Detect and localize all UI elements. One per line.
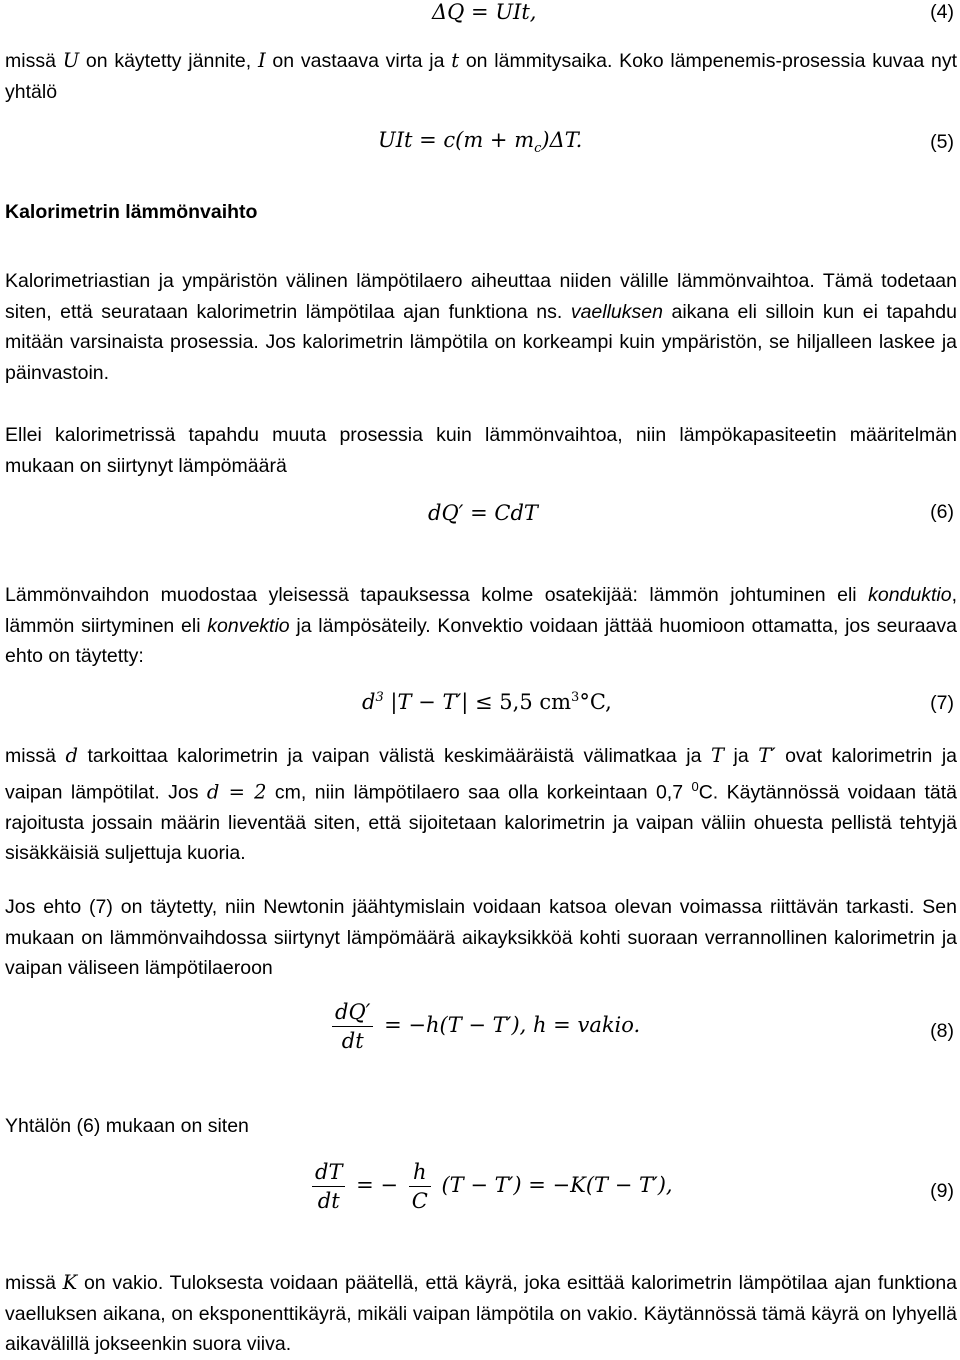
symbol-t: t — [451, 49, 460, 72]
symbol-d: d — [65, 744, 78, 767]
equation-9-rest: (T − T′) = −K(T − T′), — [441, 1173, 673, 1197]
numerator: h — [409, 1160, 431, 1187]
paragraph-6: Jos ehto (7) on täytetty, niin Newtonin jäähtymislain voidaan katsoa olevan voimassa riittävän tarkasti. Sen mukaan on lämmönvaihdossa siirtynyt lämpömäärä aikayksikköä kohti suoraan verrannollinen kalorimetrin ja vaipan väliseen lämpötilaeroon — [5, 896, 957, 979]
italic-term: vaelluksen — [570, 300, 663, 323]
text: on lämmitysaika. Koko lämpenemis-prosessia kuvaa nyt yhtälö — [5, 50, 958, 103]
denominator: dt — [317, 1189, 340, 1213]
paragraph-1 — [5, 46, 957, 107]
denominator: C — [411, 1189, 428, 1213]
value: 5,5 cm — [499, 690, 572, 714]
equation-9 — [308, 1160, 673, 1213]
exponent: 3 — [571, 690, 580, 705]
text: , lämmön siirtyminen eli — [5, 584, 957, 637]
numerator: dT — [312, 1160, 345, 1187]
symbol-d: d — [362, 690, 376, 714]
text: ja lämpösäteily. Konvektio voidaan jättää huomioon ottamatta, jos seuraava ehto on täytetty: — [5, 614, 957, 667]
text: ovat kalorimetrin ja vaipan lämpötilat. Jos — [5, 745, 957, 803]
equation-8-number: (8) — [930, 1020, 954, 1042]
fraction-dQ-dt — [332, 1000, 373, 1053]
text: Kalorimetriastian ja ympäristön välinen lämpötilaero aiheuttaa niiden välille lämmönvaihtoa. Tämä todetaan siten, että seurataan kalorimetrin lämpötilaa ajan funktiona ns. — [5, 270, 957, 323]
equation-7 — [362, 690, 612, 714]
numerator: dQ′ — [332, 1000, 373, 1027]
paragraph-2 — [5, 266, 957, 388]
degree-superscript: 0 — [691, 778, 699, 794]
paragraph-7: Yhtälön (6) mukaan on siten — [5, 1115, 249, 1137]
text: cm, niin lämpötilaero saa olla korkeintaan 0,7 — [266, 781, 692, 803]
paragraph-8 — [5, 1268, 957, 1360]
text: missä — [5, 745, 66, 767]
italic-term-konvektio: konvektio — [207, 614, 290, 637]
symbol-T: T — [710, 744, 724, 767]
italic-term-konduktio: konduktio — [868, 584, 952, 606]
inline-equation: d = 2 — [206, 780, 267, 803]
equation-4 — [432, 0, 536, 24]
le-sign: ≤ — [475, 690, 493, 714]
text: missä — [5, 50, 63, 72]
text: ja — [723, 745, 759, 767]
equation-7-number: (7) — [930, 692, 954, 714]
equation-8 — [328, 1000, 640, 1053]
fraction-h-C — [409, 1160, 431, 1213]
equation-6 — [428, 501, 538, 525]
section-heading: Kalorimetrin lämmönvaihto — [5, 201, 258, 223]
abs-difference: |T − T′| — [390, 690, 469, 714]
equation-4-number: (4) — [930, 1, 954, 23]
equation-9-number: (9) — [930, 1180, 954, 1202]
text: aikana eli silloin kun ei tapahdu mitään varsinaista prosessia. Jos kalorimetrin lämpötila on korkeampi kuin ympäristön, se hiljalleen laskee ja päinvastoin. — [5, 300, 957, 384]
text: on vastaava virta ja — [265, 50, 452, 72]
fraction-dT-dt — [312, 1160, 345, 1213]
equation-5 — [378, 128, 582, 156]
equation-4-formula: ΔQ = UIt, — [432, 0, 537, 24]
symbol-T-prime: T′ — [758, 744, 776, 767]
paragraph-3: Ellei kalorimetrissä tapahdu muuta prosessia kuin lämmönvaihtoa, niin lämpökapasiteetin määritelmän mukaan on siirtynyt lämpömäärä — [5, 424, 957, 477]
equation-5-number: (5) — [930, 131, 954, 153]
symbol-U: U — [62, 49, 80, 72]
text: tarkoittaa kalorimetrin ja vaipan välistä keskimääräistä välimatkaa ja — [77, 745, 711, 767]
text: C. Käytännössä voidaan tätä rajoitusta jossain määrin lieventää siten, että sijoitetaan kalorimetrin ja vaipan väliin ohuesta pellistä tehtyjä sisäkkäisiä suljettuja kuoria. — [5, 781, 957, 864]
equation-5-left: UIt = c(m + m — [378, 128, 535, 152]
equals-minus: = − — [356, 1173, 399, 1197]
text: Lämmönvaihdon muodostaa yleisessä tapauksessa kolme osatekijää: lämmön johtuminen eli — [5, 584, 869, 606]
equation-6-formula: dQ′ = CdT — [428, 501, 538, 525]
equation-6-number: (6) — [930, 501, 954, 523]
denominator: dt — [341, 1029, 364, 1053]
exponent: 3 — [375, 690, 384, 705]
text: on käytetty jännite, — [79, 50, 258, 72]
paragraph-5 — [5, 741, 957, 869]
unit: °C, — [579, 690, 612, 714]
symbol-K: K — [62, 1271, 78, 1294]
paragraph-4 — [5, 580, 957, 672]
text: on vakio. Tuloksesta voidaan päätellä, että käyrä, joka esittää kalorimetrin lämpötilaa ajan funktiona vaelluksen aikana, on eksponenttikäyrä, mikäli vaipan lämpötila on vakio. Käytännössä tämä käyrä on lyhyellä aikavälillä jokseenkin suora viiva. — [5, 1272, 958, 1355]
equation-5-right: )ΔT. — [541, 128, 583, 152]
text: missä — [5, 1272, 63, 1294]
equation-8-rest: = −h(T − T′), h = vakio. — [384, 1013, 641, 1037]
equation-5-subscript: c — [534, 141, 542, 157]
symbol-I: I — [257, 49, 266, 72]
